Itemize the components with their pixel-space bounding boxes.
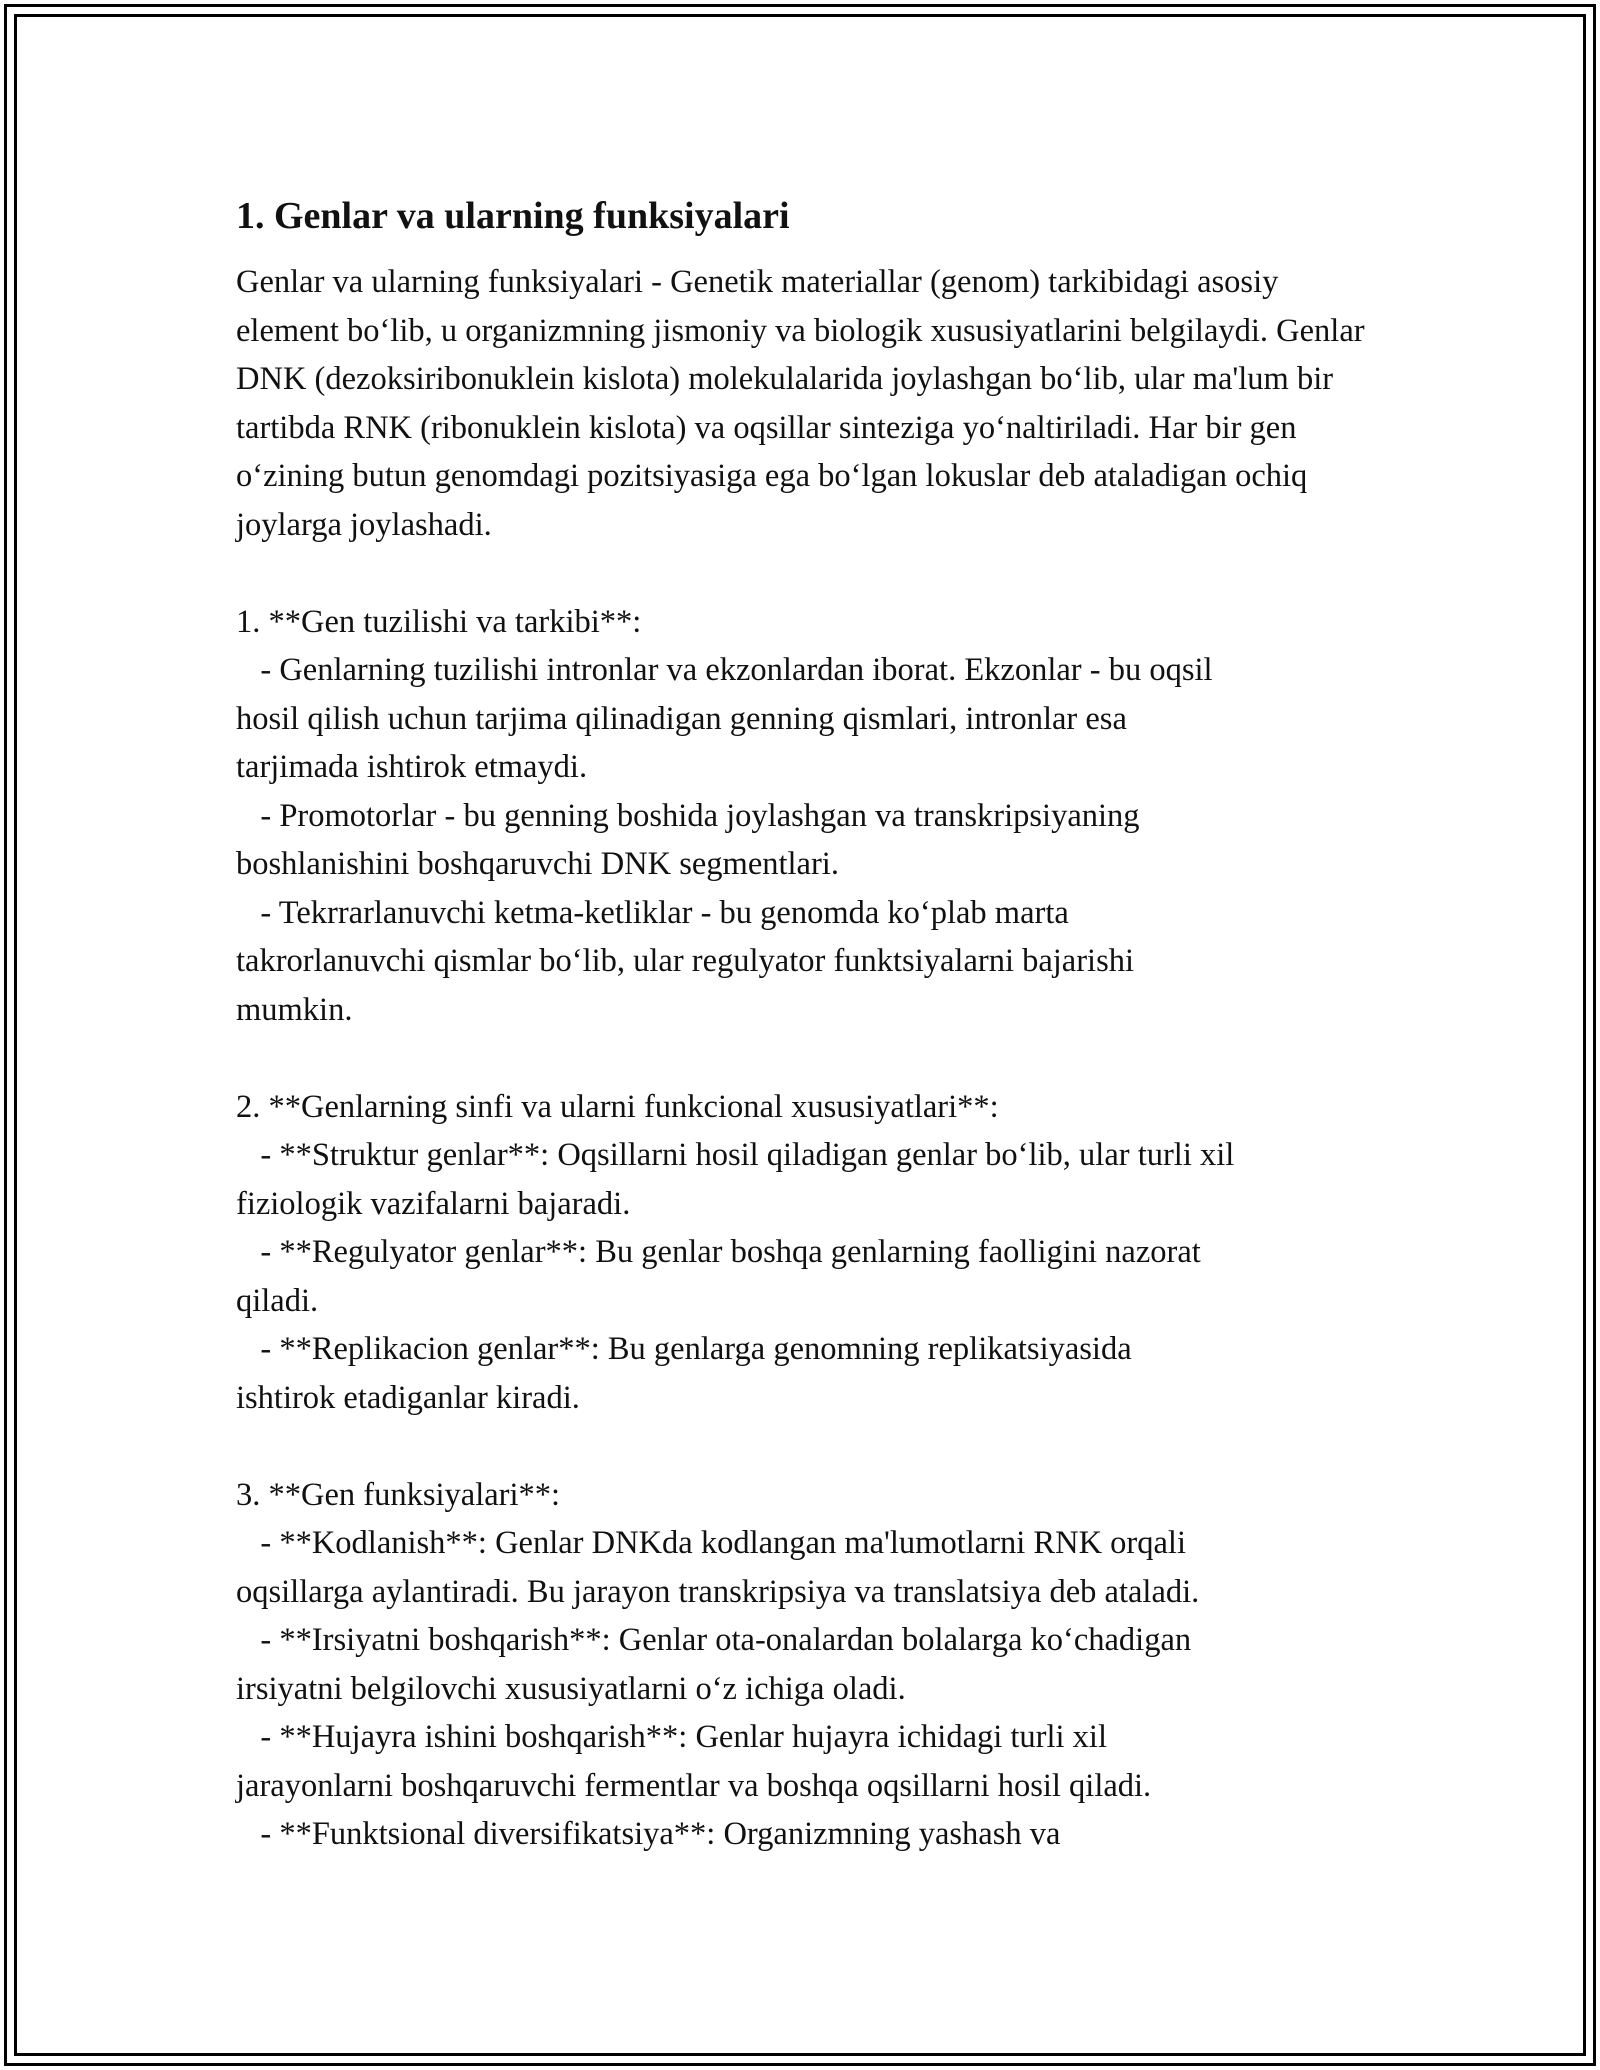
document-line: - **Irsiyatni boshqarish**: Genlar ota-onalardan bolalarga ko‘chadigan bbox=[236, 1622, 1192, 1658]
document-line: qiladi. bbox=[236, 1282, 319, 1319]
document-line: mumkin. bbox=[236, 991, 353, 1028]
document-line: jarayonlarni boshqaruvchi fermentlar va boshqa oqsillarni hosil qiladi. bbox=[236, 1767, 1152, 1804]
document-line: - **Replikacion genlar**: Bu genlarga genomning replikatsiyasida bbox=[236, 1331, 1132, 1367]
document-line bbox=[236, 1422, 1376, 1471]
document-line: boshlanishini boshqaruvchi DNK segmentlari. bbox=[236, 846, 839, 882]
document-line: - Tekrrarlanuvchi ketma-ketliklar - bu genomda ko‘plab marta bbox=[236, 894, 1069, 931]
document-line bbox=[236, 1034, 1376, 1083]
document-line: - **Kodlanish**: Genlar DNKda kodlangan ma'lumotlarni RNK orqali bbox=[236, 1525, 1186, 1561]
document-line: irsiyatni belgilovchi xususiyatlarni o‘z ichiga oladi. bbox=[236, 1670, 906, 1707]
document-line: oqsillarga aylantiradi. Bu jarayon transkripsiya va translatsiya deb ataladi. bbox=[236, 1573, 1200, 1610]
document-lines bbox=[236, 549, 1376, 1859]
document-line: 2. **Genlarning sinfi va ularni funkcional xususiyatlari**: bbox=[236, 1088, 999, 1125]
document-line bbox=[236, 549, 1376, 598]
document-title: 1. Genlar va ularning funksiyalari bbox=[236, 195, 790, 237]
intro-paragraph: Genlar va ularning funksiyalari - Genetik materiallar (genom) tarkibidagi asosiy element bo‘lib, u organizmning jismoniy va biologik xususiyatlarini belgilaydi. Genlar DNK (dezoksiribonuklein kislota) molekulalarida joylashgan bo‘lib, ular ma'lum bir tartibda RNK (ribonuklein kislota) va oqsillar sinteziga yo‘naltiriladi. Har bir gen o‘zining butun genomdagi pozitsiyasiga ega bo‘lgan lokuslar deb ataladigan ochiq joylarga joylashadi. bbox=[236, 264, 1365, 543]
document-line: - **Hujayra ishini boshqarish**: Genlar hujayra ichidagi turli xil bbox=[236, 1719, 1107, 1755]
document-line: - **Funktsional diversifikatsiya**: Organizmning yashash va bbox=[236, 1816, 1061, 1852]
document-line: - Promotorlar - bu genning boshida joylashgan va transkripsiyaning bbox=[236, 797, 1140, 834]
document-line: - **Regulyator genlar**: Bu genlar boshqa genlarning faolligini nazorat bbox=[236, 1234, 1201, 1270]
document-line: tarjimada ishtirok etmaydi. bbox=[236, 749, 588, 785]
document-line: fiziologik vazifalarni bajaradi. bbox=[236, 1185, 631, 1222]
document-line: ishtirok etadiganlar kiradi. bbox=[236, 1379, 580, 1416]
document-line: hosil qilish uchun tarjima qilinadigan genning qismlari, intronlar esa bbox=[236, 700, 1127, 737]
document-body bbox=[236, 186, 1376, 1859]
document-line: - Genlarning tuzilishi intronlar va ekzonlardan iborat. Ekzonlar - bu oqsil bbox=[236, 652, 1213, 688]
document-line: 3. **Gen funksiyalari**: bbox=[236, 1476, 561, 1513]
document-line: 1. **Gen tuzilishi va tarkibi**: bbox=[236, 603, 642, 640]
document-line: takrorlanuvchi qismlar bo‘lib, ular regulyator funktsiyalarni bajarishi bbox=[236, 943, 1135, 979]
document-line: - **Struktur genlar**: Oqsillarni hosil qiladigan genlar bo‘lib, ular turli xil bbox=[236, 1137, 1235, 1173]
